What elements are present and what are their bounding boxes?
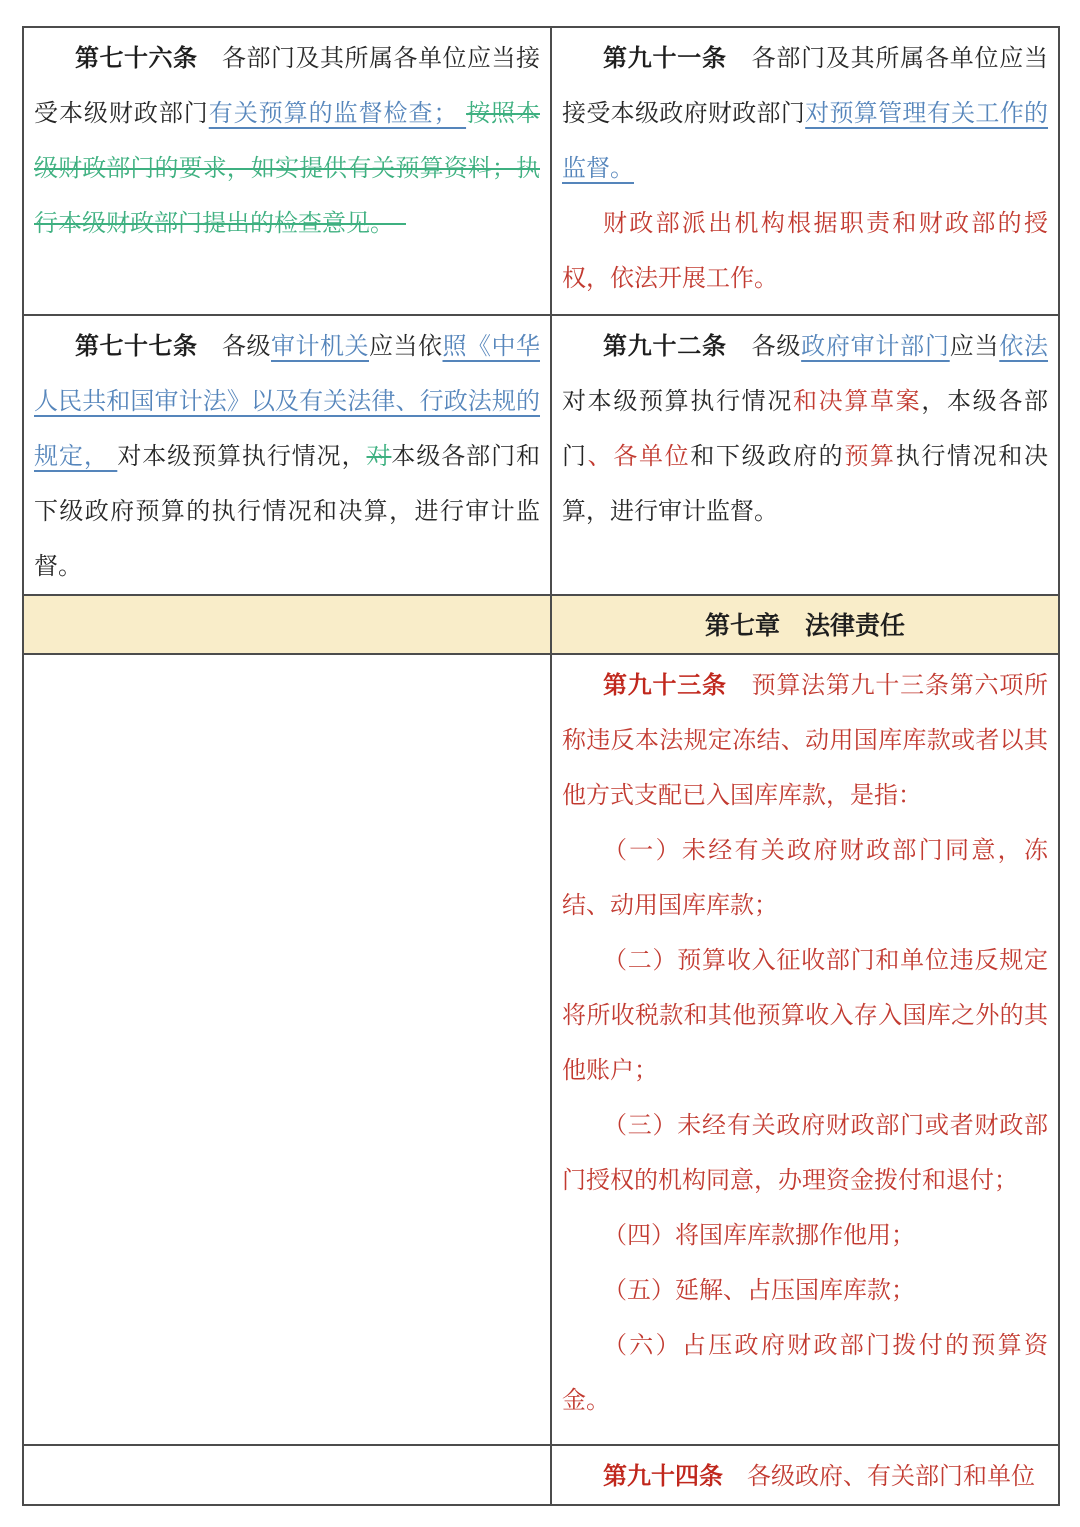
- text-segment-red: 预算法第九十三条第六项所称违反本法规定冻结、动用国库库款或者以其他方式支配已入国库库款，是指：: [562, 671, 1049, 809]
- old-version-cell: [23, 27, 551, 315]
- paragraph: [562, 933, 1048, 1098]
- text-segment-red: （五）延解、占压国库库款；: [603, 1276, 915, 1304]
- new-version-cell: [551, 315, 1059, 595]
- text-segment-normal: 各级: [197, 332, 271, 360]
- text-segment-red: （二）预算收入征收部门和单位违反规定将所收税款和其他预算收入存入国库之外的其他账户；: [562, 946, 1048, 1084]
- text-segment-red-bold: 第九十四条: [603, 1462, 723, 1490]
- old-version-cell: [23, 315, 551, 595]
- paragraph: [562, 196, 1048, 306]
- text-segment-bold: 第九十二条: [603, 332, 727, 360]
- chapter-header-cell-empty: [23, 595, 551, 654]
- text-segment-normal: 应当: [949, 332, 1000, 360]
- text-segment-red-bold: 第九十三条: [603, 671, 727, 699]
- old-version-cell: [23, 1445, 551, 1505]
- text-segment-red: 、各单位: [587, 442, 691, 470]
- paragraph: [34, 319, 540, 594]
- text-segment-normal: 各部门及其所属各单位应当接受本级财政部门: [34, 44, 540, 127]
- text-segment-red: 和决算草案: [793, 387, 922, 415]
- table-row: [23, 654, 1059, 1445]
- text-segment-ins: 依法: [999, 332, 1049, 360]
- paragraph: [562, 1098, 1048, 1208]
- text-segment-bold: 第九十一条: [603, 44, 727, 72]
- new-version-cell: [551, 27, 1059, 315]
- text-segment-normal: 对本级预算执行情况: [562, 387, 793, 415]
- paragraph: [562, 658, 1048, 823]
- text-segment-normal: 对本级预算执行情况，: [117, 442, 367, 470]
- text-segment-ins: 政府审计部门: [801, 332, 950, 360]
- text-segment-red: （六）占压政府财政部门拨付的预算资金。: [562, 1331, 1048, 1414]
- paragraph: [34, 31, 540, 251]
- text-segment-ins: 审计机关: [271, 332, 369, 360]
- text-segment-ins: 有关预算的监督检查；: [208, 99, 467, 127]
- text-segment-normal: 各部门及其所属各单位应当接受本级政府财政部门: [562, 44, 1049, 127]
- text-segment-del: 按照本级财政部门的要求，如实提供有关预算资料；执行本级财政部门提出的检查意见。: [34, 99, 540, 237]
- chapter-header-cell: [551, 595, 1059, 654]
- paragraph: [562, 1318, 1048, 1428]
- text-segment-normal: 和下级政府的: [690, 442, 845, 470]
- text-segment-bold: 第七十六条: [75, 44, 198, 72]
- paragraph: [562, 1263, 1048, 1318]
- table-row: [23, 315, 1059, 595]
- paragraph: [562, 1208, 1048, 1263]
- text-segment-normal: 应当依: [369, 332, 443, 360]
- text-segment-bold: 第七十七条: [75, 332, 198, 360]
- new-version-cell: [551, 1445, 1059, 1505]
- paragraph: [562, 823, 1048, 933]
- table-row: [23, 1445, 1059, 1505]
- table-row: [23, 27, 1059, 315]
- text-segment-ins: 照《中华人民共和国审计法》以及有关法律、行政法规的规定，: [34, 332, 540, 470]
- law-comparison-table: [22, 26, 1060, 1506]
- table-row: [23, 595, 1059, 654]
- text-segment-red: （一）未经有关政府财政部门同意，冻结、动用国库库款；: [562, 836, 1048, 919]
- text-segment-normal: ，本级各部门: [562, 387, 1049, 470]
- text-segment-normal: 本级各部门和下级政府预算的执行情况和决算，进行审计监督。: [34, 442, 541, 580]
- old-version-cell: [23, 654, 551, 1445]
- paragraph: [562, 1449, 1048, 1504]
- new-version-cell: [551, 654, 1059, 1445]
- text-segment-red: 各级政府、有关部门和单位: [723, 1462, 1035, 1490]
- text-segment-red: （三）未经有关政府财政部门或者财政部门授权的机构同意，办理资金拨付和退付；: [562, 1111, 1048, 1194]
- text-segment-red: 预算: [844, 442, 896, 470]
- text-segment-normal: 各级: [726, 332, 802, 360]
- text-segment-red: （四）将国库库款挪作他用；: [603, 1221, 915, 1249]
- text-segment-del: 对: [366, 442, 392, 470]
- text-segment-red: 财政部派出机构根据职责和财政部的授权，依法开展工作。: [562, 209, 1048, 292]
- paragraph: [562, 319, 1048, 539]
- chapter-title: 第七章 法律责任: [704, 611, 905, 640]
- text-segment-ins: 对预算管理有关工作的监督。: [562, 99, 1049, 182]
- paragraph: [562, 31, 1048, 196]
- text-segment-normal: 执行情况和决算，进行审计监督。: [562, 442, 1049, 525]
